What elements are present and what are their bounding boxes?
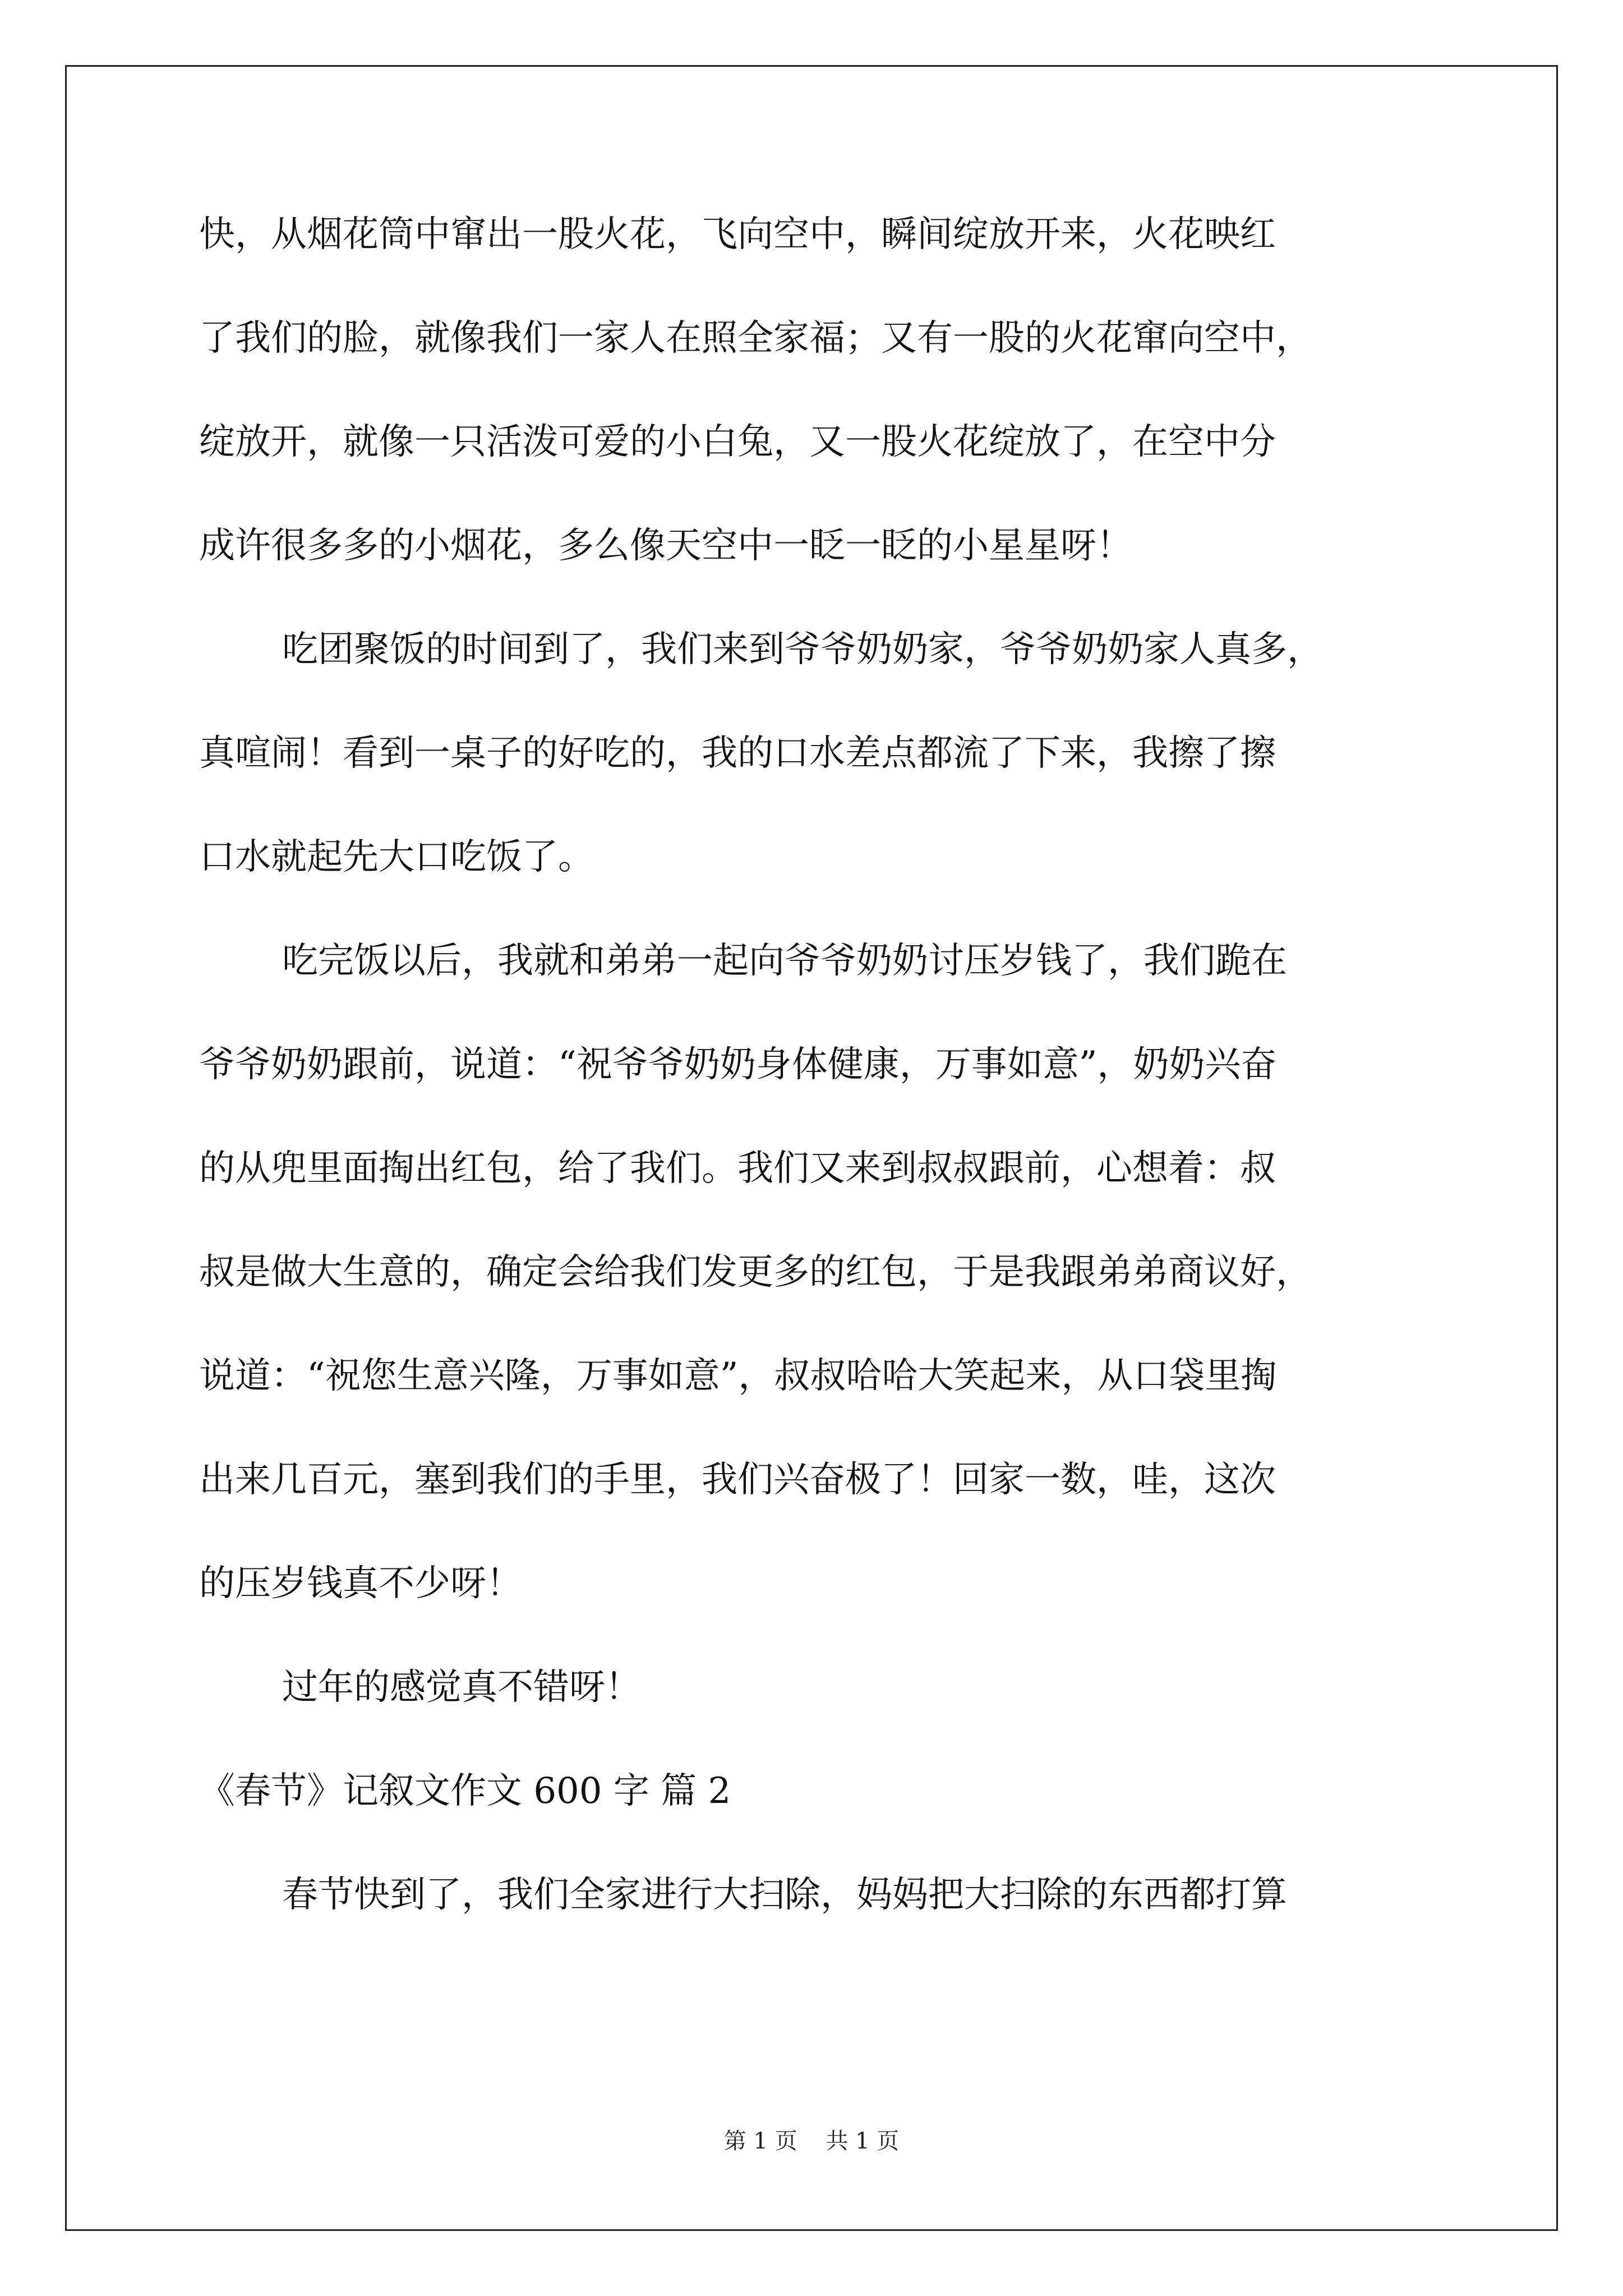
paragraph-line: 吃完饭以后，我就和弟弟一起向爷爷奶奶讨压岁钱了，我们跪在 [282,940,1287,982]
page-footer: 第 1 页 共 1 页 [723,2128,900,2154]
paragraph-line: 口水就起先大口吃饭了。 [199,836,594,878]
paragraph-line: 说道：“祝您生意兴隆，万事如意”，叔叔哈哈大笑起来，从口袋里掏 [199,1355,1277,1397]
paragraph-line: 快，从烟花筒中窜出一股火花，飞向空中，瞬间绽放开来，火花映红 [199,214,1276,255]
paragraph-line: 春节快到了，我们全家进行大扫除，妈妈把大扫除的东西都打算 [282,1874,1287,1916]
section-heading: 《春节》记叙文作文 600 字 篇 2 [199,1770,731,1812]
paragraph-line: 的压岁钱真不少呀！ [199,1563,522,1604]
paragraph-line: 爷爷奶奶跟前，说道：“祝爷爷奶奶身体健康，万事如意”，奶奶兴奋 [199,1044,1277,1085]
paragraph-line: 了我们的脸，就像我们一家人在照全家福；又有一股的火花窜向空中， [199,318,1312,359]
paragraph-line: 成许很多多的小烟花，多么像天空中一眨一眨的小星星呀！ [199,525,1132,567]
paragraph-line: 真喧闹！看到一桌子的好吃的，我的口水差点都流了下来，我擦了擦 [199,733,1276,774]
paragraph-line: 出来几百元，塞到我们的手里，我们兴奋极了！回家一数，哇，这次 [199,1459,1276,1501]
paragraph-line: 绽放开，就像一只活泼可爱的小白兔，又一股火花绽放了，在空中分 [199,421,1276,463]
paragraph-line: 的从兜里面掏出红包，给了我们。我们又来到叔叔跟前，心想着：叔 [199,1148,1276,1189]
paragraph-line: 吃团聚饭的时间到了，我们来到爷爷奶奶家，爷爷奶奶家人真多， [282,629,1323,670]
paragraph-line: 过年的感觉真不错呀！ [282,1667,641,1708]
paragraph-line: 叔是做大生意的，确定会给我们发更多的红包，于是我跟弟弟商议好， [199,1251,1312,1293]
